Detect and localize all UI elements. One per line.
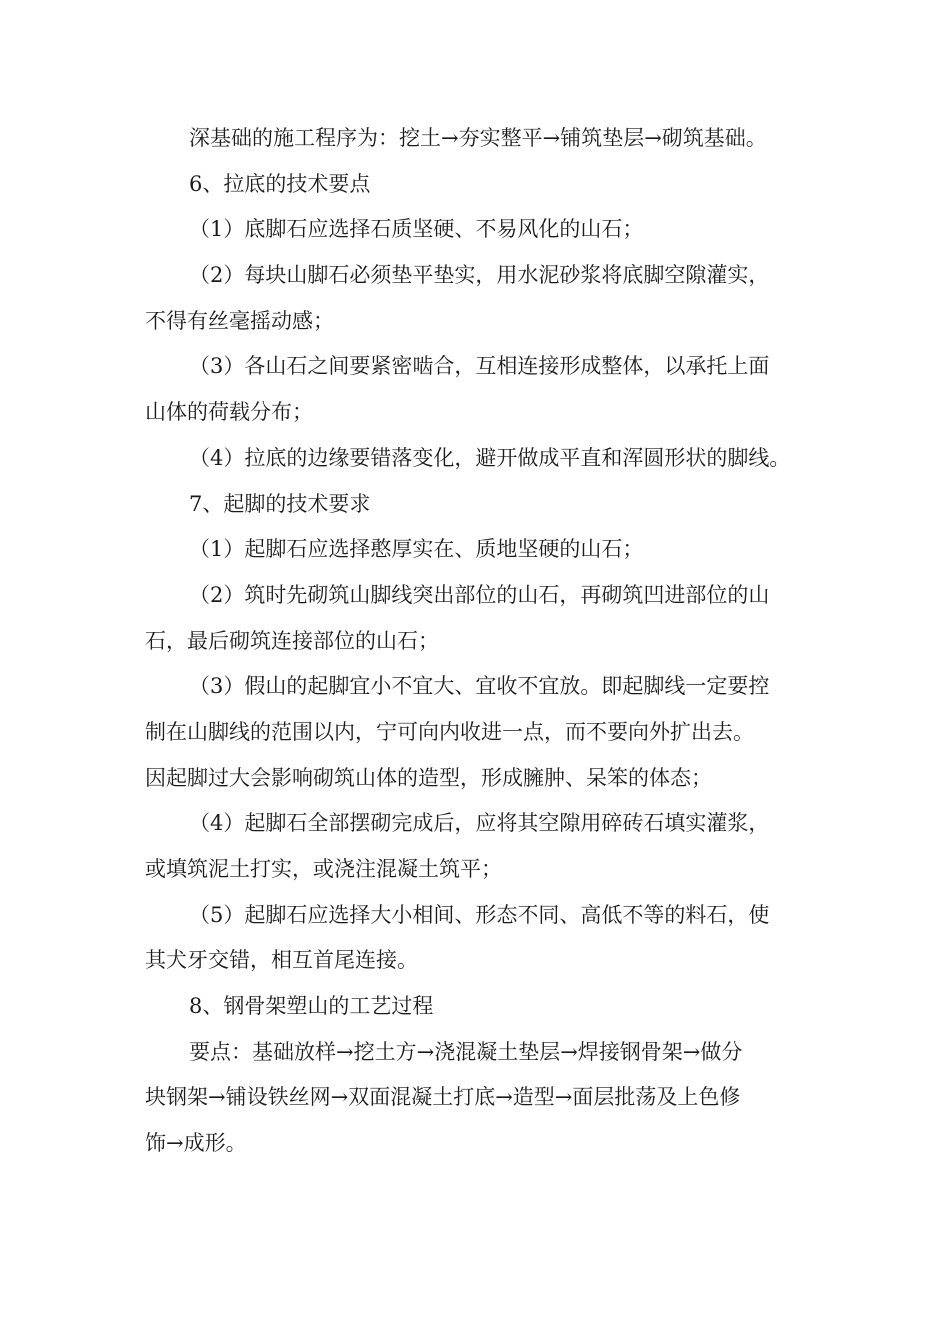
paragraph-line: 饰→成形。: [145, 1131, 247, 1156]
paragraph-line: 或填筑泥土打实，或浇注混凝土筑平；: [145, 857, 502, 881]
paragraph-line: （2）筑时先砌筑山脚线突出部位的山石，再砌筑凹进部位的山: [189, 582, 770, 607]
paragraph-line: （5）起脚石应选择大小相间、形态不同、高低不等的料石，使: [189, 902, 770, 927]
document-body: [145, 116, 815, 1167]
paragraph-line: （3）假山的起脚宜小不宜大、宜收不宜放。即起脚线一定要控: [189, 674, 770, 699]
paragraph-line: （4）拉底的边缘要错落变化，避开做成平直和浑圆形状的脚线。: [189, 445, 791, 470]
paragraph-line: 深基础的施工程序为：挖土→夯实整平→铺筑垫层→砌筑基础。: [189, 126, 767, 150]
paragraph-line: 块钢架→铺设铁丝网→双面混凝土打底→造型→面层批荡及上色修: [145, 1085, 741, 1110]
paragraph-line: 因起脚过大会影响砌筑山体的造型，形成臃肿、呆笨的体态；: [145, 765, 712, 790]
paragraph-line: 山体的荷载分布；: [145, 400, 313, 425]
section-heading-8: 8、钢骨架塑山的工艺过程: [189, 994, 434, 1019]
paragraph-line: 石，最后砌筑连接部位的山石；: [145, 628, 439, 653]
paragraph-line: 其犬牙交错，相互首尾连接。: [145, 948, 418, 973]
paragraph-line: （3）各山石之间要紧密啮合，互相连接形成整体，以承托上面: [189, 354, 770, 379]
section-heading-6: 6、拉底的技术要点: [189, 171, 371, 196]
paragraph-line: （4）起脚石全部摆砌完成后，应将其空隙用碎砖石填实灌浆，: [189, 811, 770, 836]
section-heading-7: 7、起脚的技术要求: [189, 491, 371, 516]
paragraph-line: （2）每块山脚石必须垫平垫实，用水泥砂浆将底脚空隙灌实，: [189, 263, 770, 288]
paragraph-line: 制在山脚线的范围以内，宁可向内收进一点，而不要向外扩出去。: [145, 719, 754, 744]
paragraph-line: （1）起脚石应选择憨厚实在、质地坚硬的山石；: [189, 537, 644, 562]
paragraph-line: 不得有丝毫摇动感；: [145, 308, 334, 333]
paragraph-line: （1）底脚石应选择石质坚硬、不易风化的山石；: [189, 217, 644, 242]
paragraph-line: 要点：基础放样→挖土方→浇混凝土垫层→焊接钢骨架→做分: [189, 1039, 743, 1064]
